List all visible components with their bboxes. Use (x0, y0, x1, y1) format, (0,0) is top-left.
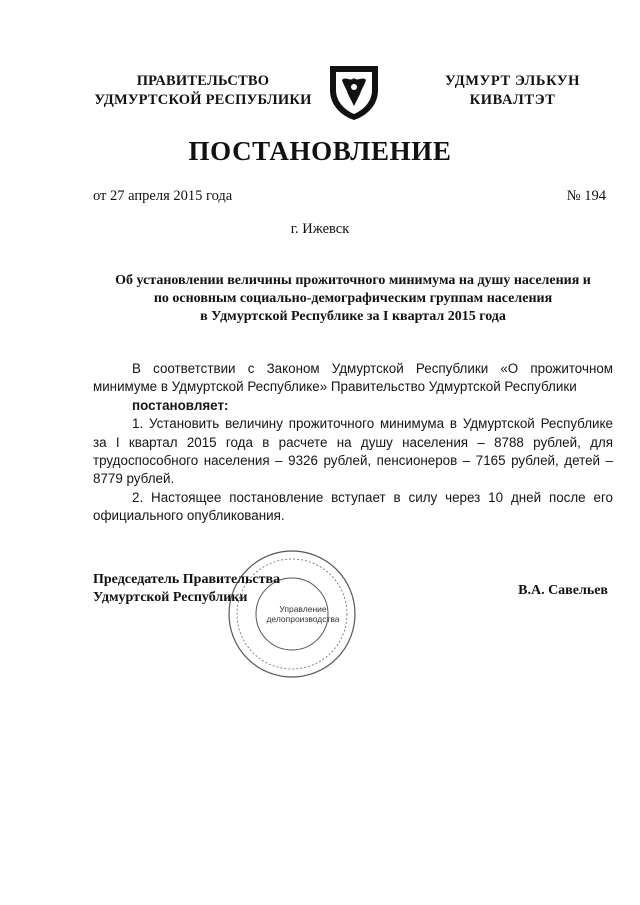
subject-line-2: по основным социально-демографическим группам населения (153, 291, 553, 306)
document-city: г. Ижевск (290, 221, 350, 237)
signatory-name: В.А. Савельев (518, 583, 608, 598)
issuer-udmurt-line-2: КИВАЛТЭТ (469, 92, 556, 108)
document-subject (88, 272, 618, 326)
item-2-paragraph: 2. Настоящее постановление вступает в силу через 10 дней после его официального опубликования. (93, 489, 613, 524)
seal-line-1: Управление (279, 604, 327, 614)
signatory-position-line-2: Удмуртской Республики (93, 590, 248, 605)
issuer-line-1: ПРАВИТЕЛЬСТВО (136, 73, 270, 89)
document-number: № 194 (566, 188, 606, 204)
subject-line-1: Об установлении величины прожиточного минимума на душу населения и (115, 273, 591, 288)
document-body (93, 360, 613, 526)
item-1-paragraph: 1. Установить величину прожиточного минимума в Удмуртской Республике за I квартал 2015 года в расчете на душу населения – 8788 рублей, для трудоспособного населения – 9326 рублей, пенсионеров – 7165 рублей, детей – 8779 рублей. (93, 416, 613, 487)
document-date: от 27 апреля 2015 года (93, 188, 233, 204)
coat-of-arms-icon (324, 60, 384, 122)
seal-line-2: делопроизводства (266, 614, 340, 624)
issuer-header-russian (78, 72, 328, 110)
issuer-line-2: УДМУРТСКОЙ РЕСПУБЛИКИ (94, 92, 312, 108)
seal-center-text (258, 604, 348, 624)
resolves-keyword: постановляет: (132, 397, 229, 413)
document-title: ПОСТАНОВЛЕНИЕ (188, 136, 452, 166)
subject-line-3: в Удмуртской Республике за I квартал 2015 года (200, 309, 506, 324)
issuer-udmurt-line-1: УДМУРТ ЭЛЬКУН (444, 73, 581, 89)
intro-paragraph: В соответствии с Законом Удмуртской Республики «О прожиточном минимуме в Удмуртской Республике» Правительство Удмуртской Республики (93, 361, 613, 395)
signatory-position-line-1: Председатель Правительства (93, 572, 281, 587)
signatory-position (93, 571, 333, 607)
issuer-header-udmurt (425, 72, 600, 110)
